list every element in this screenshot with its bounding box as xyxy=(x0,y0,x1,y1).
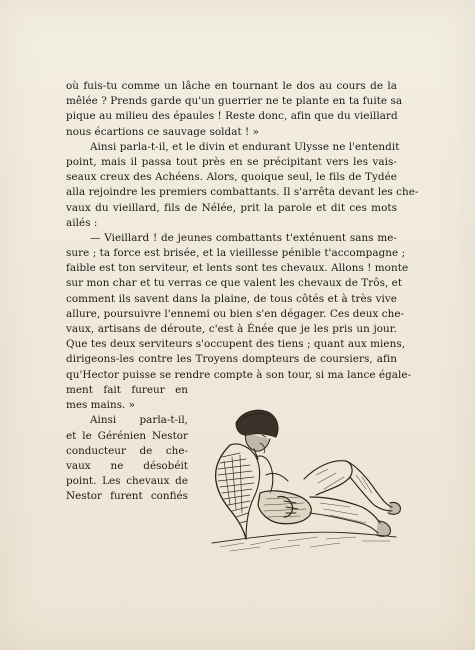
text-line: dirigeons-les contre les Troyens dompteurs de coursiers, afin xyxy=(66,353,397,366)
text-line: mes mains. » xyxy=(66,399,135,412)
text-line: nous écartions ce sauvage soldat ! » xyxy=(66,125,260,138)
text-line: — Vieillard ! de jeunes combattants t'exténuent sans me- xyxy=(90,231,397,244)
text-line: comment ils savent dans la plaine, de tous côtés et à très vive xyxy=(66,292,397,305)
text-line: qu'Hector puisse se rendre compte à son tour, si ma lance égale- xyxy=(66,368,412,381)
text-line: et le Gérénien Nestor xyxy=(66,429,188,442)
text-line: faible est ton serviteur, et lents sont tes chevaux. Allons ! monte xyxy=(66,262,409,275)
text-line: conducteur de che- xyxy=(66,444,188,457)
text-line: Que tes deux serviteurs s'occupent des tiens ; quant aux miens, xyxy=(66,338,406,351)
text-line: vaux, artisans de déroute, c'est à Énée que je les pris un jour. xyxy=(66,323,397,335)
wrapped-text-block xyxy=(66,383,188,505)
reclining-warrior-illustration xyxy=(200,405,405,563)
text-line: Ainsi parla-t-il, et le divin et endurant Ulysse ne l'entendit xyxy=(90,140,400,153)
text-line: allure, poursuivre l'ennemi ou bien s'en dégager. Ces deux che- xyxy=(66,307,405,320)
text-line: sure ; ta force est brisée, et la vieillesse pénible t'accompagne ; xyxy=(66,247,406,260)
text-line: Ainsi parla-t-il, xyxy=(90,414,188,427)
text-line: point. Les chevaux de xyxy=(66,475,188,488)
text-line: vaux ne désobéit xyxy=(66,459,188,472)
text-line: mêlée ? Prends garde qu'un guerrier ne te plante en ta fuite sa xyxy=(66,95,403,108)
text-line: pique au milieu des épaules ! Reste donc, afin que du vieillard xyxy=(66,110,398,123)
text-line: ailés : xyxy=(66,216,98,229)
text-line: ment fait fureur en xyxy=(66,384,188,396)
text-line: vaux du vieillard, fils de Nélée, prit la parole et dit ces mots xyxy=(66,201,397,214)
text-line: où fuis-tu comme un lâche en tournant le dos au cours de la xyxy=(66,80,397,92)
main-text-block xyxy=(66,79,419,383)
text-line: Nestor furent confiés xyxy=(66,490,188,503)
text-line: alla rejoindre les premiers combattants. Il s'arrêta devant les che- xyxy=(66,186,419,199)
text-line: point, mais il passa tout près en se précipitant vers les vais- xyxy=(66,155,397,168)
text-line: seaux creux des Achéens. Alors, quoique seul, le fils de Tydée xyxy=(66,171,397,184)
text-line: sur mon char et tu verras ce que valent les chevaux de Trôs, et xyxy=(66,277,403,290)
